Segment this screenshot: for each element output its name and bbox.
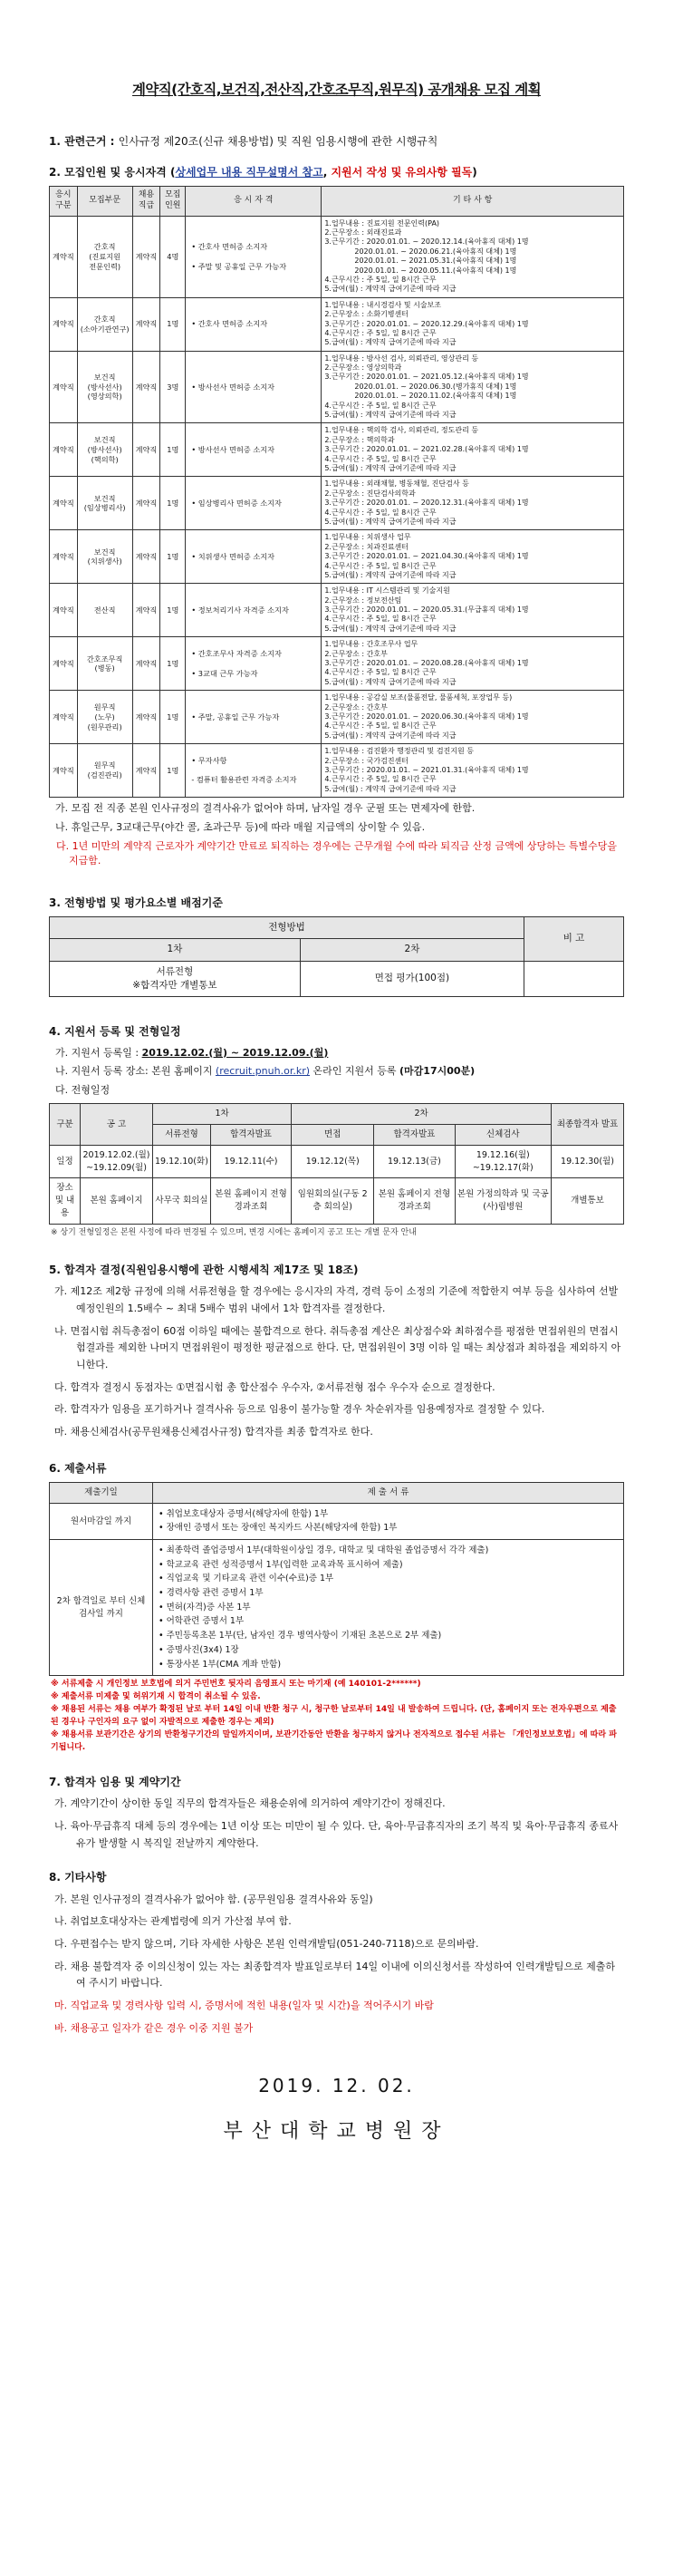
docs-item: • 취업보호대상자 증명서(해당자에 한함) 1부 (159, 1508, 329, 1519)
row-grade: 계약직 (132, 297, 160, 351)
signer: 부산대학교병원장 (223, 2120, 450, 2144)
recruitment-row (50, 584, 624, 637)
recruitment-row (50, 744, 624, 798)
recruitment-row (50, 691, 624, 744)
row-grade: 계약직 (132, 691, 160, 744)
schedule-table (49, 1103, 624, 1224)
sched-header-second: 2차 (292, 1104, 552, 1125)
sched-header-first: 1차 (153, 1104, 292, 1125)
docs-item: • 직업교육 및 기타교육 관련 이수(수료)증 1부 (159, 1574, 334, 1584)
row-kind: 계약직 (50, 744, 78, 798)
row-count: 1명 (160, 637, 186, 691)
row-details: 1.업무내용 : 방사선 검사, 의뢰관리, 영상관리 등 2.근무장소 : 영상의학과 3.근무기간 : 2020.01.01. ~ 2021.05.12.(육아휴직 대체) 1명 2020.01.01. ~ 2020.06.30.(병가휴직 대체) 1명 2020.01.01. ~ 2020.11.02.(육아휴직 대체) 1명 4.근무시간 : 주 5일, 일 8시간 근무 5.급여(월) : 계약직 급여기준에 따라 지급 (322, 351, 624, 423)
row-grade: 계약직 (132, 351, 160, 423)
row-details: 1.업무내용 : 내시경검사 및 시술보조 2.근무장소 : 소화기병센터 3.근무기간 : 2020.01.01. ~ 2020.12.29.(육아휴직 대체) 1명 4.근무시간 : 주 5일, 일 8시간 근무 5.급여(월) : 계약직 급여기준에 따라 지급 (322, 297, 624, 351)
section-2-note-ga: 가. 모집 전 직종 본원 인사규정의 결격사유가 없어야 하며, 남자일 경우 군필 또는 면제자에 한함. (55, 802, 476, 815)
section-5-label: 5. 합격자 결정(직원임용시행에 관한 시행세칙 제17조 및 18조) (49, 1263, 359, 1276)
selection-stage-1-header: 1차 (50, 939, 301, 961)
section-7-label: 7. 합격자 임용 및 계약기간 (49, 1775, 181, 1788)
row-qualification: • 치위생사 면허증 소지자 (186, 530, 322, 584)
sched-cell: 본원 홈페이지 전형경과조회 (210, 1178, 291, 1224)
recruitment-row (50, 216, 624, 297)
row-grade: 계약직 (132, 637, 160, 691)
selection-note-header: 비 고 (524, 917, 624, 961)
sched-cell: 임원회의실(구동 2층 회의실) (292, 1178, 374, 1224)
docs-item: • 면허(자격)증 사본 1부 (159, 1602, 251, 1612)
recruitment-row (50, 297, 624, 351)
sched-row-label: 장소 및 내용 (50, 1178, 81, 1224)
docs-stage-1: 원서마감일 까지 (50, 1503, 153, 1539)
row-count: 1명 (160, 584, 186, 637)
row-grade: 계약직 (132, 423, 160, 477)
row-grade: 계약직 (132, 744, 160, 798)
docs-list-2 (153, 1540, 624, 1676)
selection-method-table (49, 916, 624, 997)
section-5-item: 마. 채용신체검사(공무원채용신체검사규정) 합격자를 최종 합격자로 한다. (54, 1425, 373, 1438)
sched-header-pass1: 합격자발표 (210, 1125, 291, 1146)
header-qualification: 응 시 자 격 (186, 187, 322, 216)
sched-cell: 19.12.30(월) (552, 1145, 624, 1178)
schedule-note: ※ 상기 전형일정은 본원 사정에 따라 변경될 수 있으며, 변경 시에는 홈페이지 공고 또는 개별 문자 안내 (51, 1227, 417, 1237)
section-2-note-da: 다. 1년 미만의 계약직 근로자가 계약기간 만료로 퇴직하는 경우에는 근무개월 수에 따라 퇴직금 산정 금액에 상당하는 특별수당을 지급함. (56, 839, 617, 867)
registration-dates: 2019.12.02.(월) ~ 2019.12.09.(월) (141, 1046, 329, 1059)
row-qualification: • 정보처리기사 자격증 소지자 (186, 584, 322, 637)
documents-note: ※ 제출서류 미제출 및 허위기재 시 합격이 취소될 수 있음. (51, 1692, 261, 1702)
docs-item: • 경력사항 관련 증명서 1부 (159, 1588, 264, 1599)
row-details: 1.업무내용 : 간호조무사 업무 2.근무장소 : 간호부 3.근무기간 : 2020.01.01. ~ 2020.08.28.(육아휴직 대체) 1명 4.근무시간 : 주 5일, 일 8시간 근무 5.급여(월) : 계약직 급여기준에 따라 지급 (322, 637, 624, 691)
row-count: 1명 (160, 297, 186, 351)
row-dept: 보건직 (방사선사) (핵의학) (77, 423, 132, 477)
sched-cell: 19.12.13(금) (374, 1145, 455, 1178)
sched-row-label: 일정 (50, 1145, 81, 1178)
row-dept: 전산직 (77, 584, 132, 637)
header-count: 모집 인원 (160, 187, 186, 216)
row-count: 3명 (160, 351, 186, 423)
section-7-item: 나. 육아·무급휴직 대체 등의 경우에는 1년 이상 또는 미만이 될 수 있다. 단, 육아·무급휴직자의 조기 복직 및 육아·무급휴직 종료사유가 발생할 시 복직일 전날까지 계약한다. (54, 1819, 619, 1849)
section-8-item: 가. 본원 인사규정의 결격사유가 없어야 함. (공무원임용 결격사유와 동일) (54, 1893, 373, 1905)
section-5-items (49, 1283, 624, 1441)
sched-header-doc: 서류전형 (153, 1125, 211, 1146)
section-1-basis (49, 134, 624, 150)
sched-cell: 19.12.11(수) (210, 1145, 291, 1178)
row-grade: 계약직 (132, 584, 160, 637)
row-dept: 간호직 (진료지원 전문인력) (77, 216, 132, 297)
docs-item: • 통장사본 1부(CMA 계좌 만함) (159, 1659, 282, 1670)
docs-header-docs: 제 출 서 류 (153, 1483, 624, 1504)
recruitment-row (50, 351, 624, 423)
section-7-item: 가. 계약기간이 상이한 동일 직무의 합격자들은 채용순위에 의거하여 계약기간이 정해진다. (54, 1797, 446, 1810)
row-count: 1명 (160, 423, 186, 477)
job-description-link[interactable]: 상세업무 내용 직무설명서 참고 (175, 165, 323, 179)
documents-note: ※ 채용된 서류는 채용 여부가 확정된 날로 부터 14일 이내 반환 청구 시, 청구한 날로부터 14일 내 발송하여 드립니다. (단, 홈페이지 또는 전자우편으로 제출된 경우나 구인자의 요구 없이 자발적으로 제출한 경우는 제외) (51, 1705, 617, 1727)
documents-note: ※ 채용서류 보관기간은 상기의 반환청구기간의 말일까지이며, 보관기간동안 반환을 청구하지 않거나 전자적으로 접수된 서류는 「개인정보보호법」에 따라 파기됩니다. (51, 1729, 617, 1752)
header-grade: 채용 직급 (132, 187, 160, 216)
row-kind: 계약직 (50, 216, 78, 297)
documents-notes (49, 1679, 624, 1755)
recruit-site-link[interactable]: (recruit.pnuh.or.kr) (215, 1065, 311, 1078)
sched-header-pass2: 합격자발표 (374, 1125, 455, 1146)
row-kind: 계약직 (50, 530, 78, 584)
row-dept: 간호직 (소아기관연구) (77, 297, 132, 351)
sched-cell: 본원 가정의학과 및 국공(사)립병원 (455, 1178, 551, 1224)
row-qualification: • 간호조무사 자격증 소지자 • 3교대 근무 가능자 (186, 637, 322, 691)
section-3-label: 3. 전형방법 및 평가요소별 배점기준 (49, 896, 223, 909)
sched-header-interview: 면접 (292, 1125, 374, 1146)
row-grade: 계약직 (132, 530, 160, 584)
section-8-item: 다. 우편접수는 받지 않으며, 기타 자세한 사항은 본원 인력개발팀(051-240-7118)으로 문의바람. (54, 1938, 479, 1951)
row-grade: 계약직 (132, 477, 160, 530)
row-details: 1.업무내용 : 검진환자 행정관리 및 검진지원 등 2.근무장소 : 국가검진센터 3.근무기간 : 2020.01.01. ~ 2021.01.31.(육아휴직 대체) 1명 4.근무시간 : 주 5일, 일 8시간 근무 5.급여(월) : 계약직 급여기준에 따라 지급 (322, 744, 624, 798)
sched-cell: 2019.12.02.(월) ~19.12.09(월) (81, 1145, 153, 1178)
recruitment-row (50, 423, 624, 477)
section-2-paren-close: ) (472, 165, 477, 179)
recruitment-row (50, 637, 624, 691)
sched-row-dates (50, 1145, 624, 1178)
row-details: 1.업무내용 : 공감실 보조(물품전달, 물품세척, 포장업무 등) 2.근무장소 : 간호부 3.근무기간 : 2020.01.01. ~ 2020.06.30.(육아휴직 대체) 1명 4.근무시간 : 주 5일, 일 8시간 근무 5.급여(월) : 계약직 급여기준에 따라 지급 (322, 691, 624, 744)
docs-item: • 학교교육 관련 성적증명서 1부(입력한 교육과목 표시하여 제출) (159, 1559, 403, 1570)
docs-item: • 어학관련 증명서 1부 (159, 1616, 245, 1627)
docs-header-stage: 제출기일 (50, 1483, 153, 1504)
document-title: 계약직(간호직,보건직,전산직,간호조무직,원무직) 공개채용 모집 계획 (132, 82, 541, 98)
recruitment-header-row (50, 187, 624, 216)
section-2-label: 2. 모집인원 및 응시자격 (49, 165, 167, 179)
section-2-heading (49, 165, 624, 180)
selection-stage-2-value: 면접 평가(100점) (300, 961, 524, 996)
sched-header-notice: 공 고 (81, 1104, 153, 1146)
selection-method-header: 전형방법 (50, 917, 524, 939)
row-dept: 보건직 (치위생사) (77, 530, 132, 584)
docs-stage-2: 2차 합격일로 부터 신체검사일 까지 (50, 1540, 153, 1676)
header-details: 기 타 사 항 (322, 187, 624, 216)
sched-cell: 19.12.12(목) (292, 1145, 374, 1178)
row-qualification: • 방사선사 면허증 소지자 (186, 351, 322, 423)
section-1-text: 인사규정 제20조(신규 채용방법) 및 직원 임용시행에 관한 시행규칙 (118, 135, 438, 149)
application-notice-link[interactable]: 지원서 작성 및 유의사항 필독 (331, 165, 473, 179)
section-5-item: 라. 합격자가 임용을 포기하거나 결격사유 등으로 임용이 불가능할 경우 차순위자를 임용예정자로 결정할 수 있다. (54, 1403, 545, 1416)
documents-table (49, 1482, 624, 1676)
sched-cell: 본원 홈페이지 (81, 1178, 153, 1224)
sched-header-final: 최종합격자 발표 (552, 1104, 624, 1146)
sched-row-places (50, 1178, 624, 1224)
docs-item: • 주민등록초본 1부(단, 남자인 경우 병역사항이 기재된 초본으로 2부 제출) (159, 1631, 442, 1641)
documents-note: ※ 서류제출 시 개인정보 보호법에 의거 주민번호 뒷자리 음영표시 또는 마기재 (예 140101-2******) (51, 1680, 421, 1690)
row-qualification: • 무자사항 - 컴퓨터 활용관련 자격증 소지자 (186, 744, 322, 798)
row-kind: 계약직 (50, 351, 78, 423)
row-dept: 원무직 (노무) (원무관리) (77, 691, 132, 744)
sched-cell: 사무국 회의실 (153, 1178, 211, 1224)
section-1-label: 1. 관련근거 : (49, 135, 115, 149)
docs-item: • 증명사진(3x4) 1장 (159, 1644, 239, 1655)
recruitment-table (49, 186, 624, 798)
issue-date: 2019. 12. 02. (258, 2075, 415, 2097)
section-5-item: 다. 합격자 결정시 동점자는 ①면접시험 총 합산점수 우수자, ②서류전형 점수 우수자 순으로 결정한다. (54, 1380, 495, 1393)
sched-header-check: 신체검사 (455, 1125, 551, 1146)
row-kind: 계약직 (50, 423, 78, 477)
docs-item: • 최종학력 졸업증명서 1부(대학원이상일 경우, 대학교 및 대학원 졸업증명서 각각 제출) (159, 1545, 489, 1556)
sched-header-gubun: 구분 (50, 1104, 81, 1146)
section-2-note-na: 나. 휴일근무, 3교대근무(야간 콜, 초과근무 등)에 따라 매월 지급액의 상이할 수 있음. (55, 821, 426, 834)
section-5-item: 나. 면접시험 취득총점이 60점 이하일 때에는 불합격으로 한다. 취득총점 계산은 최상점수와 최하점수를 평점한 면접위원의 면접시험결과를 제외한 나머지 면접위원이 평정한 평균점으로 한다. 단, 면접위원이 3명 이하 일 때는 최상점과 최하점을 제외하지 아니한다. (54, 1324, 621, 1370)
row-qualification: • 임상병리사 면허증 소지자 (186, 477, 322, 530)
row-qualification: • 방사선사 면허증 소지자 (186, 423, 322, 477)
selection-note-value (524, 961, 624, 996)
section-2-sep: , (322, 165, 332, 179)
section-8-item: 라. 채용 불합격자 중 이의신청이 있는 자는 최종합격자 발표일로부터 14일 이내에 이의신청서를 작성하여 인력개발팀으로 제출하여 주시기 바랍니다. (54, 1960, 615, 1990)
row-count: 4명 (160, 216, 186, 297)
row-kind: 계약직 (50, 477, 78, 530)
section-2-notes (49, 801, 624, 868)
row-dept: 원무직 (검진관리) (77, 744, 132, 798)
docs-list-1 (153, 1503, 624, 1539)
row-kind: 계약직 (50, 584, 78, 637)
docs-item: • 장애인 증명서 또는 장애인 복지카드 사본(해당자에 한함) 1부 (159, 1523, 398, 1534)
row-count: 1명 (160, 477, 186, 530)
recruitment-row (50, 477, 624, 530)
row-details: 1.업무내용 : 치위생사 업무 2.근무장소 : 치과진료센터 3.근무기간 : 2020.01.01. ~ 2021.04.30.(육아휴직 대체) 1명 4.근무시간 : 주 5일, 일 8시간 근무 5.급여(월) : 계약직 급여기준에 따라 지급 (322, 530, 624, 584)
row-qualification: • 간호사 면허증 소지자 (186, 297, 322, 351)
section-8-red-item: 바. 채용공고 일자가 같은 경우 이중 지원 불가 (54, 2021, 254, 2034)
section-8-label: 8. 기타사항 (49, 1871, 107, 1884)
section-4-label: 4. 지원서 등록 및 전형일정 (49, 1025, 181, 1039)
sched-cell: 본원 홈페이지 전형경과조회 (374, 1178, 455, 1224)
recruitment-row (50, 530, 624, 584)
row-details: 1.업무내용 : 외래채혈, 병동채혈, 진단검사 등 2.근무장소 : 진단검사의학과 3.근무기간 : 2020.01.01. ~ 2020.12.31.(육아휴직 대체) 1명 4.근무시간 : 주 5일, 일 8시간 근무 5.급여(월) : 계약직 급여기준에 따라 지급 (322, 477, 624, 530)
row-details: 1.업무내용 : 진료지원 전문인력(PA) 2.근무장소 : 외래진료과 3.근무기간 : 2020.01.01. ~ 2020.12.14.(육아휴직 대체) 1명 2020.01.01. ~ 2020.06.21.(육아휴직 대체) 1명 2020.01.01. ~ 2021.05.31.(육아휴직 대체) 1명 2020.01.01. ~ 2020.05.11.(육아휴직 대체) 1명 4.근무시간 : 주 5일, 일 8시간 근무 5.급여(월) : 계약직 급여기준에 따라 지급 (322, 216, 624, 297)
row-kind: 계약직 (50, 297, 78, 351)
row-count: 1명 (160, 744, 186, 798)
deadline-time: (마감17시00분) (399, 1065, 476, 1078)
selection-stage-1-value: 서류전형 ※합격자만 개별통보 (50, 961, 301, 996)
row-qualification: • 간호사 면허증 소지자 • 주말 및 공휴일 근무 가능자 (186, 216, 322, 297)
row-dept: 간호조무직 (병동) (77, 637, 132, 691)
sched-cell: 19.12.10(화) (153, 1145, 211, 1178)
section-6-label: 6. 제출서류 (49, 1461, 107, 1475)
sched-cell: 개별통보 (552, 1178, 624, 1224)
row-dept: 보건직 (임상병리사) (77, 477, 132, 530)
row-kind: 계약직 (50, 691, 78, 744)
row-details: 1.업무내용 : IT 시스템관리 및 기술지원 2.근무장소 : 정보전산팀 3.근무기간 : 2020.01.01. ~ 2020.05.31.(무급휴직 대체) 1명 4.근무시간 : 주 5일, 일 8시간 근무 5.급여(월) : 계약직 급여기준에 따라 지급 (322, 584, 624, 637)
row-grade: 계약직 (132, 216, 160, 297)
row-kind: 계약직 (50, 637, 78, 691)
row-details: 1.업무내용 : 핵의학 검사, 의뢰관리, 정도관리 등 2.근무장소 : 핵의학과 3.근무기간 : 2020.01.01. ~ 2021.02.28.(육아휴직 대체) 1명 4.근무시간 : 주 5일, 일 8시간 근무 5.급여(월) : 계약직 급여기준에 따라 지급 (322, 423, 624, 477)
section-8-red-item: 마. 직업교육 및 경력사항 입력 시, 증명서에 적힌 내용(일자 및 시간)을 적어주시기 바람 (54, 2000, 434, 2012)
row-dept: 보건직 (방사선사) (영상의학) (77, 351, 132, 423)
section-5-item: 가. 제12조 제2항 규정에 의해 서류전형을 할 경우에는 응시자의 자격, 경력 등이 소정의 기준에 적합한지 여부 등을 심사하여 선발예정인원의 1.5배수 ~ 최대 5배수 범위 내에서 1차 합격자를 결정한다. (54, 1285, 619, 1314)
row-count: 1명 (160, 691, 186, 744)
header-kind: 응시 구분 (50, 187, 78, 216)
section-8-item: 나. 취업보호대상자는 관계법령에 의거 가산점 부여 함. (54, 1915, 292, 1928)
header-dept: 모집부문 (77, 187, 132, 216)
row-qualification: • 주말, 공휴일 근무 가능자 (186, 691, 322, 744)
registration-period: 가. 지원서 등록일 : 2019.12.02.(월) ~ 2019.12.09.(월) (55, 1046, 329, 1059)
sched-cell: 19.12.16(월) ~19.12.17(화) (455, 1145, 551, 1178)
registration-place: 나. 지원서 등록 장소: 본원 홈페이지 (recruit.pnuh.or.kr) 온라인 지원서 등록 (마감17시00분) (55, 1065, 476, 1078)
selection-stage-2-header: 2차 (300, 939, 524, 961)
section-2-paren-open: ( (169, 165, 176, 179)
schedule-label: 다. 전형일정 (55, 1084, 111, 1097)
row-count: 1명 (160, 530, 186, 584)
